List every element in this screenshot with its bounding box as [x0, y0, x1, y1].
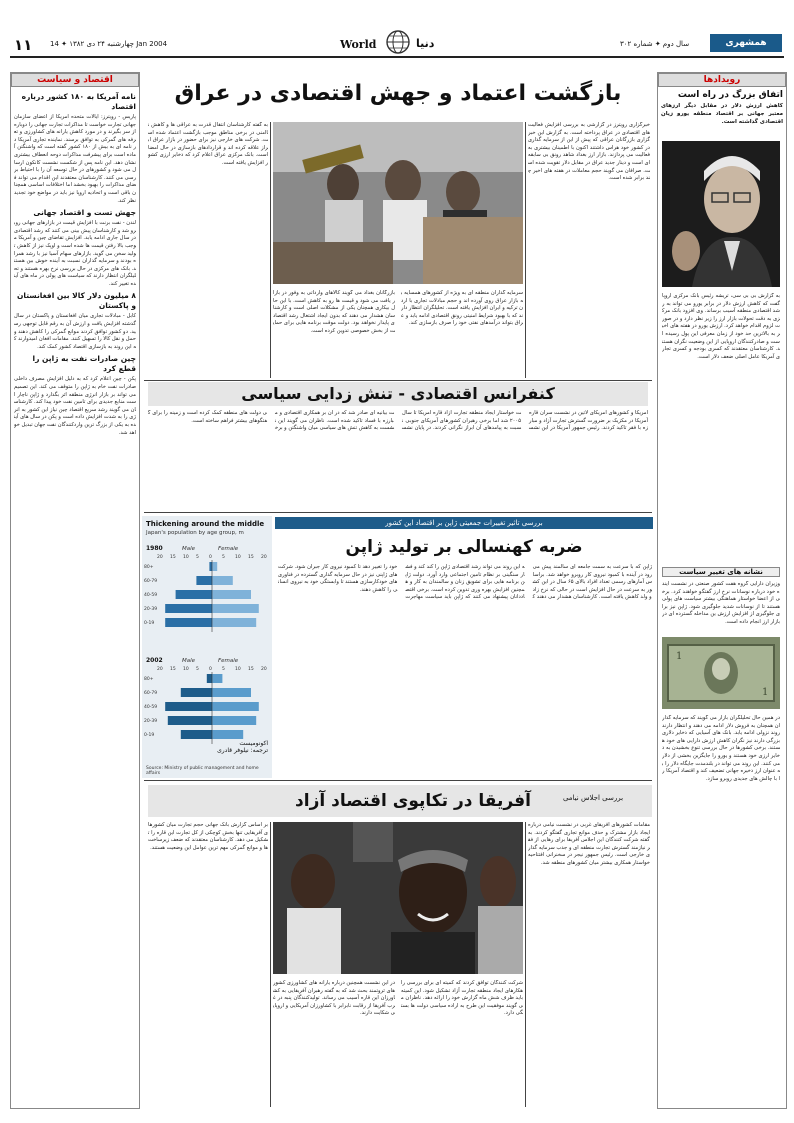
right-lead-title: اتفاق بزرگ در راه است	[677, 90, 783, 100]
japan-kicker: بررسی تاثیر تغییرات جمعیتی ژاپن بر اقتصاد این کشور	[275, 517, 653, 529]
left-section-title: اقتصاد و سیاست	[11, 73, 139, 87]
female-bar	[212, 618, 256, 627]
main-headline: بازگشت اعتماد و جهش اقتصادی در عراق	[174, 81, 622, 106]
age-group-label: 0-19	[144, 621, 155, 626]
age-group-label: 80+	[144, 677, 154, 682]
right-lead-sub: کاهش ارزش دلار در مقابل دیگر ارزهای معتبر جهانی بر اقتصاد منطقه یورو زیان اقتصادی گذاشته است.	[661, 103, 783, 125]
age-group-label: 40-59	[144, 593, 158, 598]
page-header	[10, 34, 784, 58]
chart-source: Source: Ministry of public management and home affairs	[146, 766, 259, 776]
africa-headline-bar	[148, 785, 652, 817]
right-section-title: رویدادها	[658, 73, 786, 87]
female-bar	[212, 716, 256, 725]
right-column	[657, 72, 787, 1109]
panel-year-label: 1980	[146, 545, 163, 552]
conference-text: آمریکا و کشورهای آمریکای لاتین در نشست سران قاره آمریکا در مکزیک بر ضرورت گسترش تجارت آزاد و مبارزه با فقر تاکید کردند. رئیس جمهور آمریکا در این نشست خواستار ایجاد منطقه تجارت آزاد قاره آمریکا تا سال ۲۰۰۵ شد اما برخی رهبران کشورهای آمریکای جنوبی نسبت به پیامدهای آن ابراز نگرانی کردند. در پایان نشست بیانیه ای صادر شد که در آن بر همکاری اقتصادی و مبارزه با فساد تاکید شده است. ناظران می گویند این نشست به کاهش تنش های سیاسی میان واشنگتن و برخی دولت های منطقه کمک کرده است و زمینه را برای گفتگوهای بیشتر فراهم ساخته است.	[148, 410, 648, 432]
male-bar	[176, 590, 212, 599]
legend-female: Female	[218, 658, 239, 664]
left-stories	[11, 87, 139, 439]
iraq-market-photo	[273, 122, 523, 284]
female-bar	[212, 562, 217, 571]
male-bar	[168, 716, 212, 725]
left-story-body: کابل - مبادلات تجاری میان افغانستان و پاکستان در سال گذشته افزایش یافت و ارزش آن به رقم قابل توجهی رسید. دو کشور توافق کردند موانع گمرکی را کاهش دهند و حمل و نقل کالا را تسهیل کنند. مقامات افغان امیدوارند که این روند به بازسازی اقتصاد کشور کمک کند.	[14, 313, 136, 350]
legend-male: Male	[182, 658, 196, 664]
main-col-3: بازرگانان بغداد می گویند کالاهای وارداتی به وفور در بازار یافت می شود و قیمت ها رو به کاهش است. با این حال بیکاری همچنان یکی از مشکلات اصلی است و کارشناسان هشدار می دهند که بدون ایجاد اشتغال رشد اقتصادی پایدار نخواهد بود. دولت موقت برنامه هایی برای حمایت از بخش خصوصی تدوین کرده است.	[273, 290, 395, 334]
female-bar	[212, 590, 251, 599]
japan-chart	[142, 516, 272, 778]
age-group-label: 60-79	[144, 691, 158, 696]
male-bar	[207, 674, 212, 683]
x-tick-label: 20	[261, 667, 267, 672]
right-body-1: به گزارش بی بی سی، تریشه رئیس بانک مرکزی اروپا گفت که کاهش ارزش دلار در برابر یورو می تواند به رشد اقتصادی منطقه آسیب برساند. وی افزود بانک مرکزی به دقت تحولات بازار ارز را زیر نظر دارد و در صورت لزوم اقدام خواهد کرد. ارزش یورو در هفته های اخیر به بالاترین حد خود از زمان معرفی این پول رسیده است و صادرکنندگان اروپایی از این وضعیت نگران هستند. کارشناسان معتقدند که کسری بودجه و کسری تجاری آمریکا عامل اصلی ضعف دلار است.	[662, 293, 780, 360]
x-tick-label: 10	[183, 667, 189, 672]
africa-col-1: مقامات کشورهای آفریقای غربی در نشست نیامی درباره ایجاد بازار مشترک و حذف موانع تجاری گفتگو کردند. به گفته شرکت کنندگان این اجلاس آفریقا برای رهایی از فقر نیازمند گسترش تجارت منطقه ای و جذب سرمایه گذاری خارجی است. رئیس جمهور نیجر در سخنرانی افتتاحیه خواستار همکاری بیشتر میان کشورهای منطقه شد.	[528, 822, 650, 866]
right-body-2: وزیران دارایی گروه هفت کشور صنعتی در نشست آینده خود درباره نوسانات نرخ ارز گفتگو خواهند کرد. برخی از اعضا خواستار هماهنگی بیشتر سیاست های پولی هستند تا از نوسانات شدید جلوگیری شود. ژاپن نیز برای جلوگیری از افزایش ارزش ین مداخله گسترده ای در بازار ارز انجام داده است.	[662, 581, 780, 625]
x-tick-label: 5	[196, 667, 199, 672]
x-tick-label: 0	[209, 555, 212, 560]
page-number: ۱۱	[14, 36, 33, 54]
x-tick-label: 20	[157, 555, 163, 560]
x-tick-label: 10	[235, 667, 241, 672]
africa-col-2: بر اساس گزارش بانک جهانی حجم تجارت میان کشورهای آفریقایی تنها بخش کوچکی از کل تجارت این قاره را تشکیل می دهد. کارشناسان معتقدند که ضعف زیرساخت ها و موانع گمرکی مهم ترین عوامل این وضعیت هستند.	[148, 822, 268, 851]
africa-col-3: در این نشست همچنین درباره یارانه های کشاورزی کشورهای ثروتمند بحث شد که به گفته رهبران آفریقایی به کشاورزان این قاره آسیب می رساند. تولیدکنندگان پنبه در غرب آفریقا از رقابت نابرابر با کشاورزان آمریکایی و اروپایی شکایت دارند.	[273, 980, 395, 1017]
female-bar	[212, 604, 259, 613]
female-bar	[212, 702, 259, 711]
globe-icon	[386, 30, 410, 54]
x-tick-label: 5	[222, 555, 225, 560]
left-story-title: جهش تست و اقتصاد جهانی	[33, 208, 136, 218]
x-tick-label: 10	[235, 555, 241, 560]
japan-text: ژاپن که با سرعت به سمت جامعه ای سالمند پیش می رود در آینده با کمبود نیروی کار روبرو خواهد شد. براساس آمارهای رسمی تعداد افراد بالای ۶۵ سال در این کشور به سرعت در حال افزایش است در حالی که نرخ زاد و ولد کاهش یافته است. کارشناسان هشدار می دهند که این روند می تواند رشد اقتصادی ژاپن را کند کند و فشار سنگینی بر نظام تامین اجتماعی وارد آورد. دولت ژاپن برنامه هایی برای تشویق زنان و سالمندان به کار و همچنین افزایش بهره وری تدوین کرده است. برخی اقتصاددانان پیشنهاد می کنند که ژاپن باید سیاست مهاجرت خود را تغییر دهد تا کمبود نیروی کار جبران شود. شرکت های ژاپنی نیز در حال سرمایه گذاری گسترده در فناوری های خودکارسازی هستند تا وابستگی خود به نیروی انسانی را کاهش دهند.	[278, 564, 652, 601]
main-col-4: سرمایه گذاران منطقه ای به ویژه از کشورهای همسایه به بازار عراق روی آورده اند و حجم مبادلات تجاری با اردن ترکیه و ایران افزایش یافته است. تحلیلگران انتظار دارند که با بهبود شرایط امنیتی رونق اقتصادی ادامه یابد و عراق بتواند درآمدهای نفتی خود را صرف بازسازی کند.	[401, 290, 523, 327]
section-fa: دنیا	[416, 37, 435, 50]
left-story-body: پکن - چین اعلام کرد که به دلیل افزایش مصرف داخلی صادرات نفت خام به ژاپن را متوقف می کند. این تصمیم می تواند بر بازار انرژی منطقه اثر بگذارد و ژاپن ناچار است منابع جدیدی برای تامین نفت خود پیدا کند. کارشناسان می گویند رشد سریع اقتصاد چین نیاز این کشور به انرژی را به شدت افزایش داده است و پکن در سال های آینده به یکی از بزرگ ترین واردکنندگان نفت جهان تبدیل خواهد شد.	[14, 376, 136, 436]
male-bar	[209, 562, 212, 571]
date-line: چهارشنبه ۲۴ دی ۱۳۸۲ ✦ 14 Jan 2004	[50, 40, 168, 48]
male-bar	[165, 604, 212, 613]
female-bar	[212, 730, 243, 739]
left-column	[10, 72, 140, 1109]
chart-title: Thickening around the middle	[146, 520, 265, 528]
japan-headline: ضربه کهنسالی بر تولید ژاپن	[345, 537, 583, 557]
age-group-label: 40-59	[144, 705, 158, 710]
age-group-label: 80+	[144, 565, 154, 570]
japan-byline: اکونومیست ترجمه: نیلوفر قادری	[217, 740, 268, 754]
x-tick-label: 10	[183, 555, 189, 560]
africa-leader-photo	[273, 822, 523, 974]
banker-portrait	[662, 141, 780, 287]
right-box-title: نشانه های تغییر سیاست	[662, 567, 780, 577]
x-tick-label: 5	[196, 555, 199, 560]
x-tick-label: 0	[209, 667, 212, 672]
male-bar	[165, 702, 212, 711]
legend-male: Male	[182, 546, 196, 552]
right-body-3: در همین حال تحلیلگران بازار می گویند که سرمایه گذاران همچنان به فروش دلار ادامه می دهند و انتظار دارند روند نزولی ادامه یابد. بانک های آسیایی که ذخایر دلاری بزرگی دارند نیز نگران کاهش ارزش دارایی های خود هستند. برخی کشورها در حال بررسی تنوع بخشیدن به ذخایر ارزی خود هستند و یورو را جایگزین بخشی از دلار می کنند. این روند می تواند در بلندمدت جایگاه دلار را به عنوان ارز ذخیره جهانی تضعیف کند و اقتصاد آمریکا را با چالش های جدیدی روبرو سازد.	[662, 715, 780, 782]
main-col-1: خبرگزاری رویترز در گزارشی به بررسی افزایش فعالیت های اقتصادی در عراق پرداخته است. به گزارش این خبرگزاری بازرگانان عراقی که پیش از این از سرمایه گذاری در کشور خود هراس داشتند اکنون با اطمینان بیشتری به فعالیت می پردازند. بازار ارز بغداد شاهد رونق بی سابقه ای است و دینار جدید عراق در مقابل دلار تقویت شده است. صرافان می گویند حجم معاملات در هفته های اخیر چند برابر شده است.	[528, 122, 650, 182]
conference-headline: کنفرانس اقتصادی - تنش زدایی سیاسی	[148, 382, 648, 406]
chart-subtitle: Japan's population by age group, m	[146, 530, 244, 536]
left-story-title: نامه آمریکا به ۱۸۰ کشور درباره اقتصاد	[21, 92, 136, 111]
x-tick-label: 15	[170, 555, 176, 560]
left-story-title: چین صادرات نفت به ژاپن را قطع کرد	[32, 354, 136, 374]
male-bar	[165, 618, 212, 627]
africa-headline: آفریقا در تکاپوی اقتصاد آزاد	[295, 791, 531, 811]
africa-kicker: بررسی اجلاس نیامی	[562, 794, 624, 802]
x-tick-label: 5	[222, 667, 225, 672]
female-bar	[212, 688, 251, 697]
x-tick-label: 20	[157, 667, 163, 672]
dollar-bill-image	[662, 637, 780, 709]
left-story-body: لندن - نفت برنت با افزایش قیمت در بازارهای جهانی روبرو شد و کارشناسان پیش بینی می کنند که رشد اقتصادی در سال جاری ادامه یابد. افزایش تقاضای چین و آمریکا موجب بالا رفتن قیمت ها شده است و اوپک نیز از کاهش تولید سخن می گوید. بازارهای سهام آسیا نیز با رشد همراه بودند و سرمایه گذاران نسبت به آینده خوش بین هستند. بانک های مرکزی در حال بررسی نرخ بهره هستند و تحلیلگران انتظار دارند که سیاست های پولی در ماه های آینده تغییر کند.	[14, 220, 136, 287]
svg-text:1: 1	[762, 687, 769, 698]
africa-col-4: شرکت کنندگان توافق کردند که کمیته ای برای بررسی راهکارهای ایجاد منطقه تجارت آزاد تشکیل شود. این کمیته باید ظرف شش ماه گزارش خود را ارائه دهد. ناظران می گویند موفقیت این طرح به اراده سیاسی دولت ها بستگی دارد.	[401, 980, 523, 1017]
panel-year-label: 2002	[146, 657, 163, 664]
x-tick-label: 15	[248, 667, 254, 672]
female-bar	[212, 674, 222, 683]
masthead-logo: همشهری	[710, 34, 782, 52]
age-group-label: 20-39	[144, 719, 158, 724]
age-group-label: 60-79	[144, 579, 158, 584]
male-bar	[181, 730, 212, 739]
x-tick-label: 15	[248, 555, 254, 560]
male-bar	[181, 688, 212, 697]
svg-text:1: 1	[676, 651, 683, 662]
age-group-label: 20-39	[144, 607, 158, 612]
left-story-body: پاریس - رویترز: ایالات متحده آمریکا از اعضای سازمان جهانی تجارت خواست تا مذاکرات تجارت جهانی را دوباره از سر بگیرند و در مورد کاهش یارانه های کشاورزی و تعرفه های گمرکی به توافق برسند. نماینده تجاری آمریکا در نامه ای به بیش از ۱۸۰ کشور گفته است که واشنگتن آماده است برای پیشرفت مذاکرات دوحه انعطاف بیشتری نشان دهد. این نامه پس از شکست نشست کانکون ارسال می شود و کشورهای در حال توسعه آن را با احتیاط بررسی می کنند. کارشناسان معتقدند این اقدام می تواند فضای مذاکرات را بهبود بخشد اما اختلافات اساسی همچنان باقی است و اتحادیه اروپا نیز باید در مواضع خود تجدید نظر کند.	[14, 114, 136, 204]
population-pyramid	[142, 516, 272, 778]
x-tick-label: 15	[170, 667, 176, 672]
x-tick-label: 20	[261, 555, 267, 560]
left-story-title: ۸ میلیون دلار کالا بین افغانستان و پاکستان	[17, 291, 136, 311]
issue-number: سال دوم ✦ شماره ۳۰۲	[620, 40, 690, 48]
female-bar	[212, 576, 233, 585]
legend-female: Female	[218, 546, 239, 552]
main-col-2: به گفته کارشناسان انتقال قدرت به عراقی ها و کاهش ناامنی در برخی مناطق موجب بازگشت اعتماد شده است. شرکت های خارجی نیز برای حضور در بازار عراق ابراز علاقه کرده اند و قراردادهای بازسازی در حال امضا است. بانک مرکزی عراق اعلام کرد که ذخایر ارزی کشور افزایش یافته است.	[148, 122, 268, 166]
section-en: World	[340, 38, 377, 51]
age-group-label: 0-19	[144, 733, 155, 738]
male-bar	[196, 576, 212, 585]
